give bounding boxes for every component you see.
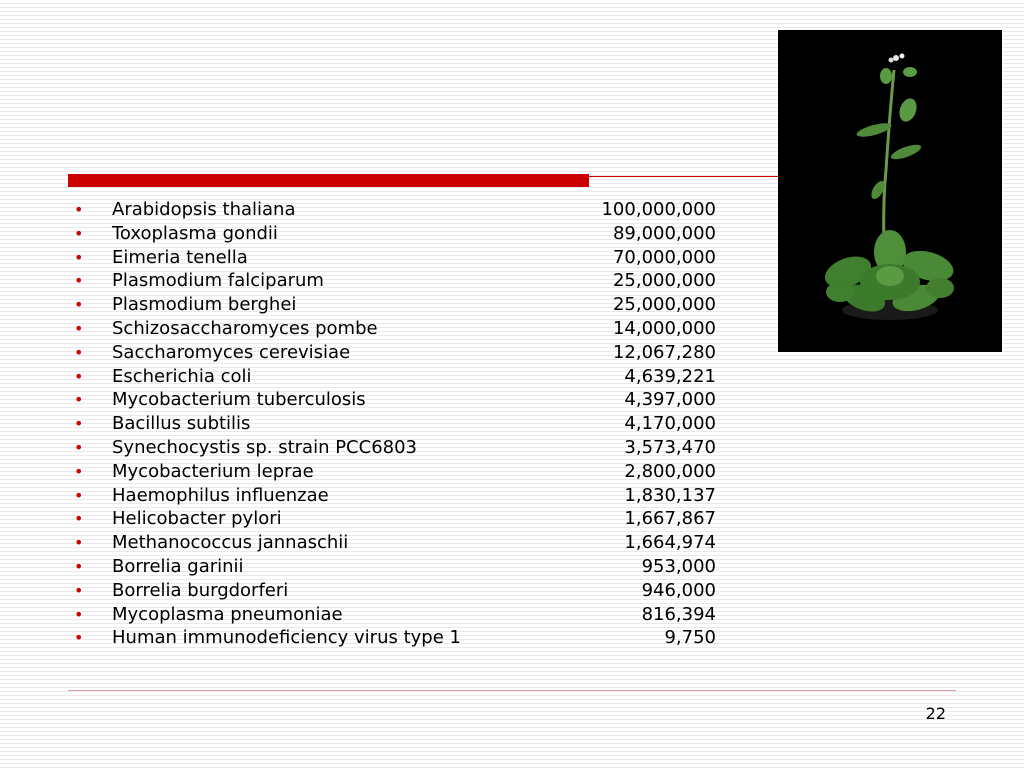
organism-name: Mycobacterium tuberculosis: [112, 389, 366, 411]
list-item: [70, 341, 770, 365]
list-item: [70, 484, 770, 508]
bullet-icon: •: [74, 223, 84, 243]
genome-size: 953,000: [641, 555, 716, 577]
bullet-icon: •: [74, 461, 84, 481]
genome-size: 3,573,470: [624, 436, 716, 458]
organism-name: Methanococcus jannaschii: [112, 532, 349, 554]
organism-name: Borrelia burgdorferi: [112, 579, 289, 601]
list-item: [70, 365, 770, 389]
bullet-icon: •: [74, 390, 84, 410]
genome-size: 816,394: [641, 603, 716, 625]
organism-name: Saccharomyces cerevisiae: [112, 341, 351, 363]
genome-size: 12,067,280: [612, 341, 716, 363]
bullet-icon: •: [74, 437, 84, 457]
list-item: [70, 412, 770, 436]
bullet-icon: •: [74, 342, 84, 362]
list-item: [70, 388, 770, 412]
list-item: [70, 269, 770, 293]
bullet-icon: •: [74, 295, 84, 315]
organism-name: Helicobacter pylori: [112, 508, 282, 530]
bullet-icon: •: [74, 247, 84, 267]
genome-size: 89,000,000: [612, 222, 716, 244]
bullet-icon: •: [74, 509, 84, 529]
organism-name: Arabidopsis thaliana: [112, 199, 296, 220]
organism-name: Synechocystis sp. strain PCC6803: [112, 436, 418, 458]
list-item: [70, 246, 770, 270]
genome-size: 946,000: [641, 579, 716, 601]
bullet-icon: •: [74, 604, 84, 624]
organism-name: Haemophilus influenzae: [112, 484, 329, 506]
genome-size: 4,170,000: [624, 413, 716, 435]
bullet-icon: •: [74, 200, 84, 219]
genome-size: 9,750: [664, 627, 716, 649]
genome-size: 4,397,000: [624, 389, 716, 411]
organism-name: Toxoplasma gondii: [112, 222, 278, 244]
bullet-icon: •: [74, 485, 84, 505]
bullet-icon: •: [74, 271, 84, 291]
list-item: [70, 579, 770, 603]
organism-name: Bacillus subtilis: [112, 413, 251, 435]
organism-name: Mycobacterium leprae: [112, 460, 314, 482]
genome-size: 14,000,000: [612, 317, 716, 339]
list-item: [70, 436, 770, 460]
list-item: [70, 603, 770, 627]
organism-name: Eimeria tenella: [112, 246, 248, 268]
bullet-icon: •: [74, 366, 84, 386]
list-item: [70, 293, 770, 317]
genome-size: 1,667,867: [624, 508, 716, 530]
organism-name: Plasmodium falciparum: [112, 270, 324, 292]
genome-size: 4,639,221: [624, 365, 716, 387]
bullet-icon: •: [74, 556, 84, 576]
title-accent-bar: [68, 174, 589, 187]
genome-size: 1,664,974: [624, 532, 716, 554]
bullet-icon: •: [74, 533, 84, 553]
organism-name: Escherichia coli: [112, 365, 252, 387]
organism-name: Plasmodium berghei: [112, 294, 297, 316]
genome-size: 25,000,000: [612, 270, 716, 292]
list-item: [70, 317, 770, 341]
list-item: [70, 555, 770, 579]
genome-size: 70,000,000: [612, 246, 716, 268]
page-number: 22: [925, 704, 946, 723]
plant-illustration: [778, 30, 1002, 352]
list-item: [70, 198, 770, 222]
organism-name: Borrelia garinii: [112, 555, 244, 577]
list-item: [70, 531, 770, 555]
bullet-icon: •: [74, 318, 84, 338]
genome-size-list: [70, 198, 770, 650]
genome-size: 1,830,137: [624, 484, 716, 506]
list-item: [70, 507, 770, 531]
title-accent-line: [589, 176, 779, 177]
bullet-icon: •: [74, 628, 84, 648]
organism-name: Schizosaccharomyces pombe: [112, 317, 378, 339]
organism-name: Mycoplasma pneumoniae: [112, 603, 343, 625]
organism-name: Human immunodeficiency virus type 1: [112, 627, 461, 649]
genome-size: 25,000,000: [612, 294, 716, 316]
arabidopsis-plant-photo: [778, 30, 1002, 352]
bullet-icon: •: [74, 580, 84, 600]
footer-divider: [68, 690, 956, 691]
list-item: [70, 222, 770, 246]
bullet-icon: •: [74, 414, 84, 434]
genome-size: 100,000,000: [601, 199, 716, 220]
genome-size: 2,800,000: [624, 460, 716, 482]
list-item: [70, 626, 770, 650]
list-item: [70, 460, 770, 484]
